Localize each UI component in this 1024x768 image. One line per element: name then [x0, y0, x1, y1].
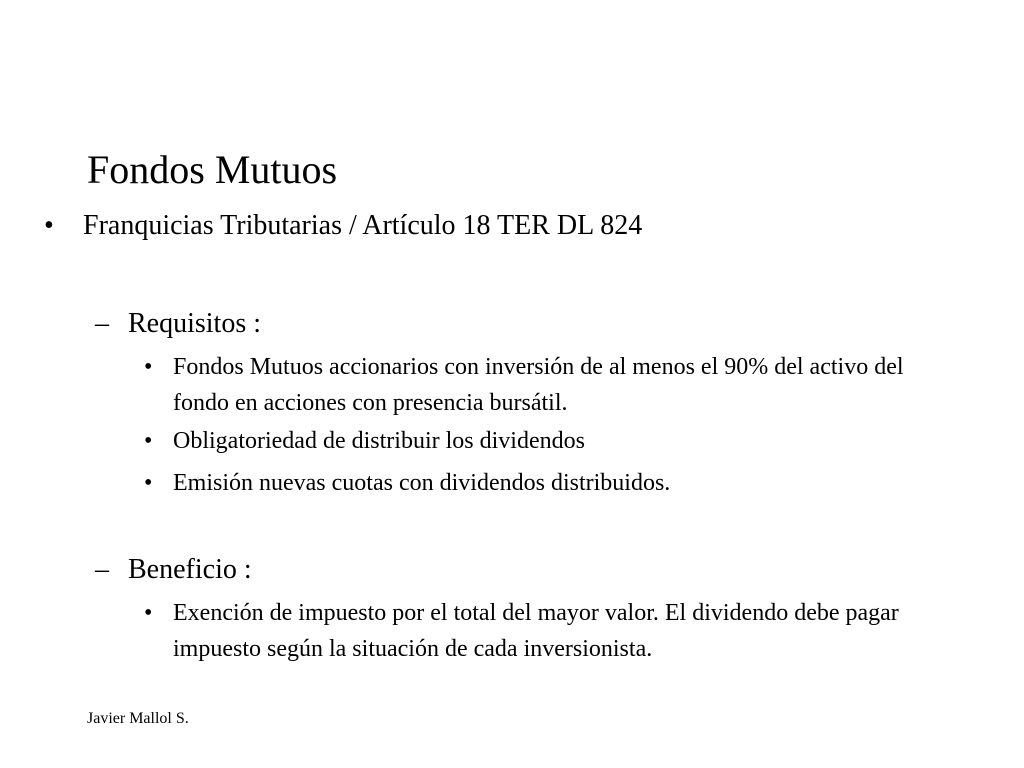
bullet-marker: • [144, 428, 153, 454]
section-heading: Beneficio : [128, 554, 252, 585]
slide-title: Fondos Mutuos [87, 147, 338, 192]
sub-bullet-text: Fondos Mutuos accionarios con inversión de al menos el 90% del activo del fondo en acciones con presencia bursátil. [173, 354, 904, 416]
footer-author: Javier Mallol S. [87, 710, 189, 727]
main-bullet-text: Franquicias Tributarias / Artículo 18 TER DL 824 [83, 210, 643, 241]
bullet-marker: • [144, 600, 153, 626]
section-heading: Requisitos : [128, 308, 262, 339]
sub-bullet-text: Exención de impuesto por el total del mayor valor. El dividendo debe pagar impuesto según la situación de cada inversionista. [173, 600, 899, 662]
bullet-marker: • [144, 354, 153, 380]
sub-bullet [144, 465, 964, 501]
bullet-marker: • [144, 470, 153, 496]
sub-bullet-text: Emisión nuevas cuotas con dividendos distribuidos. [173, 470, 671, 496]
sub-bullet [144, 349, 964, 421]
sub-bullet [144, 595, 964, 667]
sub-bullet [144, 423, 964, 459]
bullet-marker: • [44, 210, 54, 241]
sub-bullet-text: Obligatoriedad de distribuir los dividendos [173, 428, 585, 454]
dash-marker: – [95, 554, 109, 585]
dash-marker: – [95, 308, 109, 339]
